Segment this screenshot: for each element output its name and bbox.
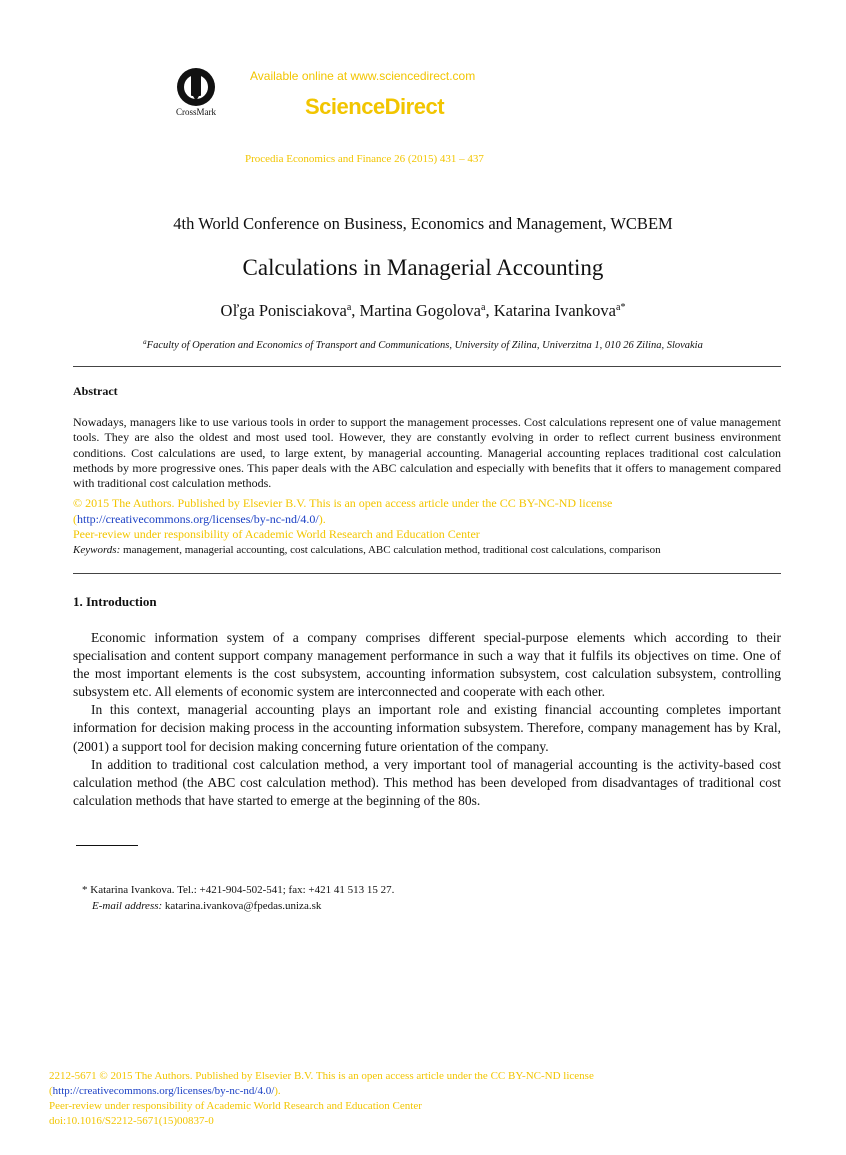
keywords-list: management, managerial accounting, cost calculations, ABC calculation method, traditional cost calculations, comparison bbox=[120, 544, 661, 556]
journal-reference: Procedia Economics and Finance 26 (2015) 431 – 437 bbox=[245, 153, 484, 165]
author-affiliation-mark: a* bbox=[616, 302, 626, 313]
author-separator: , bbox=[485, 301, 494, 320]
keywords bbox=[73, 544, 781, 556]
affiliation-text: Faculty of Operation and Economics of Transport and Communications, University of Zilina, Univerzitna 1, 010 26 Zilina, Slovakia bbox=[146, 340, 703, 351]
footer-license-link[interactable]: http://creativecommons.org/licenses/by-nc-nd/4.0/ bbox=[52, 1085, 275, 1097]
author-affiliation-mark: a bbox=[480, 302, 486, 313]
author-affiliation-mark: a bbox=[346, 302, 352, 313]
author-name: Martina Gogolova bbox=[359, 301, 481, 320]
corresponding-author: * Katarina Ivankova. Tel.: +421-904-502-541; fax: +421 41 513 15 27. bbox=[82, 884, 395, 896]
abstract-text: Nowadays, managers like to use various tools in order to support the management processes. Cost calculations represent one of value management tools. They are also the oldest and most used tool. However, they are constantly evolving in order to reflect current business environment conditions. Cost calculations are used, to large extent, by managerial accounting. Managerial accounting replaces traditional cost calculation methods by more progressive ones. This paper deals with the ABC calculation and especially with benefits that it offers to management compared with traditional cost calculation methods. bbox=[73, 415, 781, 491]
paragraph: In addition to traditional cost calculation method, a very important tool of managerial accounting is the activity-based cost calculation method (the ABC cost calculation method). This method has been developed from disadvantages of traditional cost calculation methods that have started to emerge at the beginning of the 80s. bbox=[73, 756, 781, 808]
peer-review-line: Peer-review under responsibility of Academic World Research and Education Center bbox=[73, 527, 480, 541]
crossmark-icon bbox=[177, 68, 215, 106]
license-line: © 2015 The Authors. Published by Elsevier B.V. This is an open access article under the CC BY-NC-ND license bbox=[73, 496, 613, 510]
footer-open-paren: ( bbox=[49, 1085, 53, 1097]
email-line bbox=[92, 900, 321, 912]
section-heading-introduction: 1. Introduction bbox=[73, 594, 157, 609]
footer-doi[interactable]: doi:10.1016/S2212-5671(15)00837-0 bbox=[49, 1115, 214, 1127]
paragraph: In this context, managerial accounting plays an important role and existing financial accounting completes important information for decision making process in the accounting information subsystem. Therefore, company management has by Kral, (2001) a support tool for decision making concerning future orientation of the company. bbox=[73, 702, 781, 754]
introduction-body bbox=[73, 629, 781, 810]
author-separator: , bbox=[351, 301, 360, 320]
license-close-paren: ). bbox=[318, 512, 326, 526]
author-name: Katarina Ivankova bbox=[493, 301, 617, 320]
footer-close-paren: ). bbox=[274, 1085, 281, 1097]
paper-title: Calculations in Managerial Accounting bbox=[242, 255, 604, 280]
sciencedirect-logo[interactable]: ScienceDirect bbox=[305, 94, 445, 119]
license-url-line bbox=[73, 512, 781, 527]
crossmark-badge[interactable] bbox=[168, 68, 224, 117]
footer-copyright: 2212-5671 © 2015 The Authors. Published by Elsevier B.V. This is an open access article under the CC BY-NC-ND license bbox=[49, 1070, 594, 1082]
available-online-link[interactable]: Available online at www.sciencedirect.com bbox=[250, 69, 476, 83]
footer-peer-review: Peer-review under responsibility of Academic World Research and Education Center bbox=[49, 1100, 422, 1112]
conference-name: 4th World Conference on Business, Economics and Management, WCBEM bbox=[173, 214, 673, 233]
abstract-top-rule bbox=[73, 366, 781, 367]
abstract-bottom-rule bbox=[73, 573, 781, 574]
author-list bbox=[0, 301, 846, 321]
author-name: Oľga Ponisciakova bbox=[220, 301, 347, 320]
keywords-label: Keywords: bbox=[73, 544, 121, 556]
email-address[interactable]: katarina.ivankova@fpedas.uniza.sk bbox=[162, 900, 322, 912]
footnote-rule bbox=[76, 845, 138, 846]
affiliation bbox=[0, 338, 846, 351]
affiliation-mark: a bbox=[143, 338, 147, 346]
crossmark-label: CrossMark bbox=[176, 107, 216, 117]
paragraph: Economic information system of a company comprises different special-purpose elements which according to their specialisation and content support company management performance in such a way that it fulfils its objectives on time. One of the most important elements is the cost subsystem, accounting information subsystem, cost calculation subsystem, controlling subsystem etc. All elements of economic system are interconnected and cooperate with each other. bbox=[73, 630, 781, 700]
footer-license bbox=[49, 1084, 769, 1099]
email-label: E-mail address: bbox=[92, 900, 163, 912]
license-open-paren: ( bbox=[73, 512, 77, 526]
abstract-heading: Abstract bbox=[73, 384, 118, 398]
license-link[interactable]: http://creativecommons.org/licenses/by-nc-nd/4.0/ bbox=[77, 512, 319, 526]
